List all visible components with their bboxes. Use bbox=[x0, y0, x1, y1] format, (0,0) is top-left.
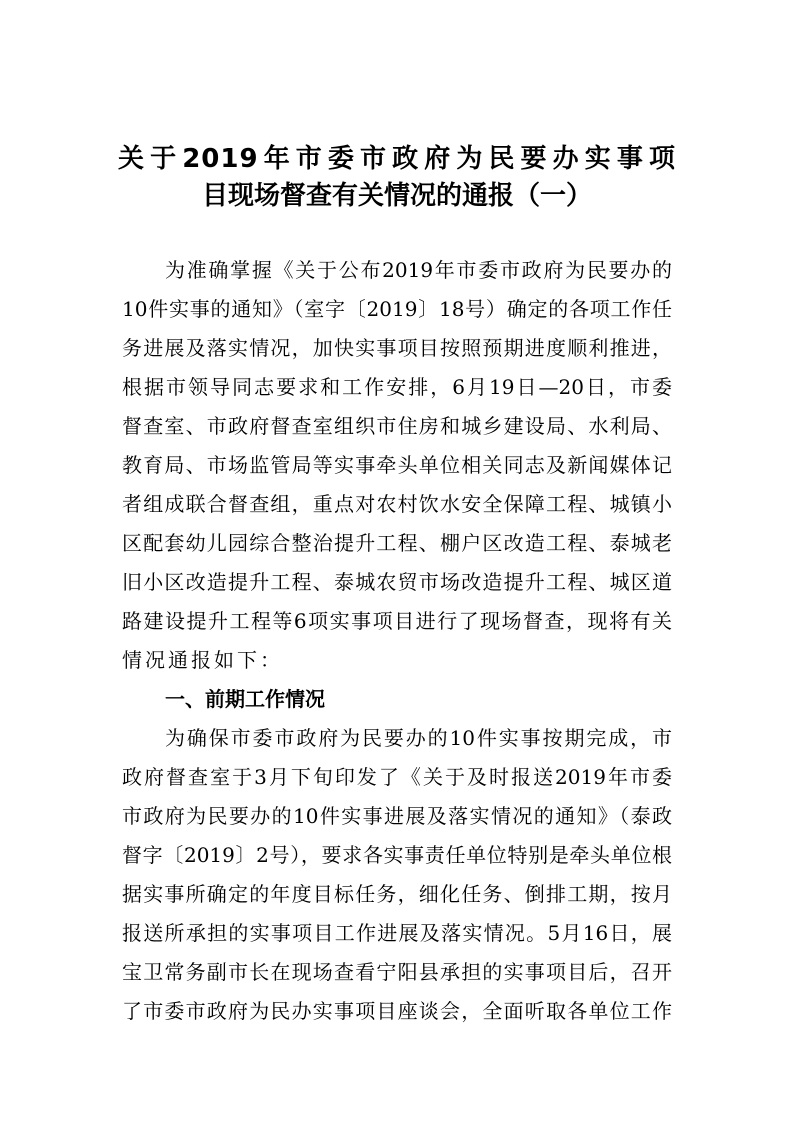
text-line: 教育局、市场监管局等实事牵头单位相关同志及新闻媒体记 bbox=[122, 453, 672, 477]
text-line: 为确保市委市政府为民要办的10件实事按期完成，市 bbox=[165, 726, 672, 750]
text-line: 据实事所确定的年度目标任务，细化任务、倒排工期，按月 bbox=[122, 882, 672, 906]
document-title-line-1: 关于2019年市委市政府为民要办实事项 bbox=[118, 144, 676, 174]
text-line: 督查室、市政府督查室组织市住房和城乡建设局、水利局、 bbox=[122, 414, 672, 438]
text-line: 情况通报如下： bbox=[122, 648, 283, 672]
section-heading: 一、前期工作情况 bbox=[165, 687, 325, 711]
text-line: 者组成联合督查组，重点对农村饮水安全保障工程、城镇小 bbox=[122, 492, 672, 516]
text-line: 10件实事的通知》（室字〔2019〕18号）确定的各项工作任 bbox=[122, 297, 672, 321]
text-line: 区配套幼儿园综合整治提升工程、棚户区改造工程、泰城老 bbox=[122, 531, 672, 555]
paragraph-preliminary-work bbox=[122, 719, 672, 1031]
text-line: 路建设提升工程等6项实事项目进行了现场督查，现将有关 bbox=[122, 609, 672, 633]
text-line: 市政府为民要办的10件实事进展及落实情况的通知》（泰政 bbox=[122, 804, 672, 828]
text-line: 政府督查室于3月下旬印发了《关于及时报送2019年市委 bbox=[122, 765, 672, 789]
text-line: 旧小区改造提升工程、泰城农贸市场改造提升工程、城区道 bbox=[122, 570, 672, 594]
paragraph-intro bbox=[122, 251, 672, 680]
text-line: 了市委市政府为民办实事项目座谈会，全面听取各单位工作 bbox=[122, 999, 672, 1023]
text-line: 宝卫常务副市长在现场查看宁阳县承担的实事项目后，召开 bbox=[122, 960, 672, 984]
document-title-line-2: 目现场督查有关情况的通报（一） bbox=[201, 181, 592, 211]
document-body bbox=[122, 251, 672, 1031]
text-line: 务进展及落实情况，加快实事项目按照预期进度顺利推进， bbox=[122, 336, 672, 360]
text-line: 报送所承担的实事项目工作进展及落实情况。5月16日，展 bbox=[122, 921, 672, 945]
text-line: 为准确掌握《关于公布2019年市委市政府为民要办的 bbox=[165, 258, 672, 282]
text-line: 督字〔2019〕2号），要求各实事责任单位特别是牵头单位根 bbox=[122, 843, 672, 867]
text-line: 根据市领导同志要求和工作安排，6月19日—20日，市委 bbox=[122, 375, 672, 399]
